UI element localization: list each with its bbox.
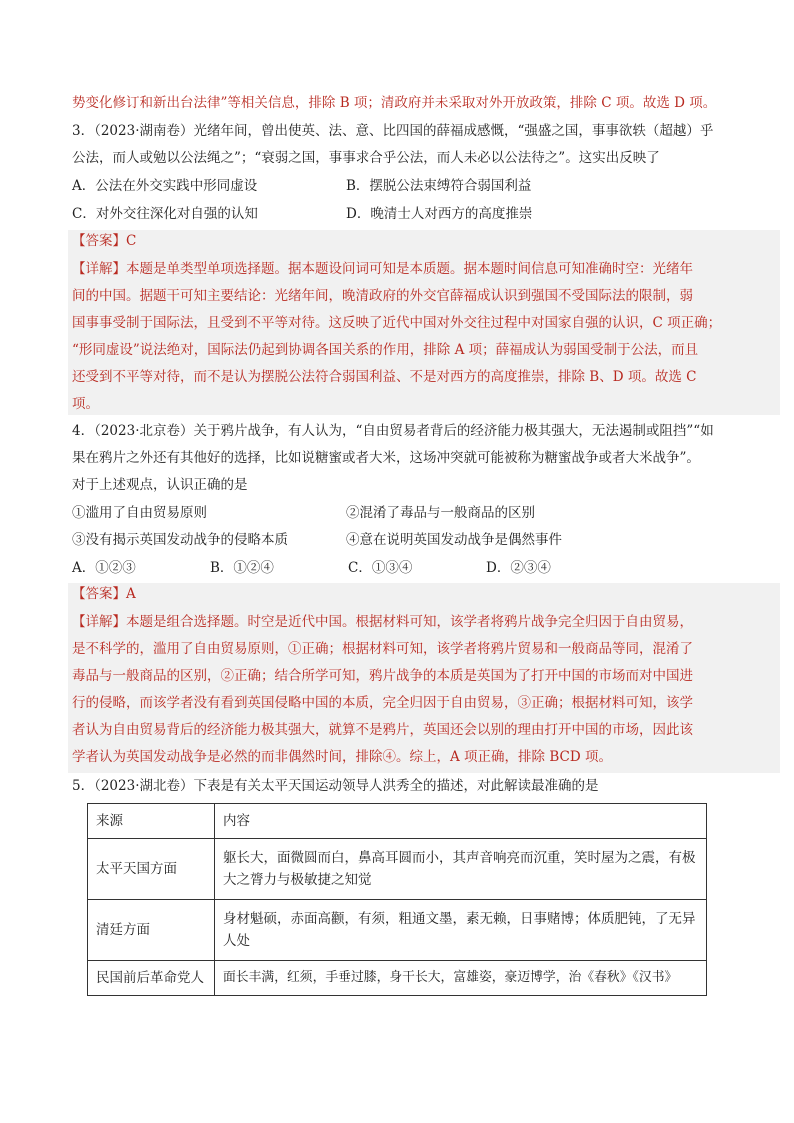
q3-explain-line-5: 还受到不平等对待，而不是认为摆脱公法符合弱国利益、不是对西方的高度推崇，排除 B、D 项。故选 C <box>72 369 697 385</box>
q3-explain-line-4: “形同虚设”说法绝对，国际法仍起到协调各国关系的作用，排除 A 项；薛福成认为弱国受制于公法，而且 <box>72 342 699 358</box>
q4-statement-3: ③没有揭示英国发动战争的侵略本质 <box>72 532 288 548</box>
q3-stem-line-2: 公法，而人或勉以公法绳之”；“衰弱之国，事事求合乎公法，而人未必以公法待之”。这实出反映了 <box>72 150 660 166</box>
q5-source-table <box>87 803 707 996</box>
explain-label: 【详解】 <box>72 261 126 277</box>
q4-statement-2: ②混淆了毒品与一般商品的区别 <box>346 505 535 521</box>
q4-option-c: C．①③④ <box>348 560 413 576</box>
table-cell-content: 面长丰满，红须，手垂过膝，身干长大，富雄姿，豪迈博学，治《春秋》《汉书》 <box>215 961 707 996</box>
q4-stem-line-1: 4．（2023·北京卷）关于鸦片战争，有人认为，“自由贸易者背后的经济能力极其强大，无法遏制或阻挡”“如 <box>72 423 714 439</box>
table-row <box>88 900 707 961</box>
table-cell-source: 清廷方面 <box>88 900 215 961</box>
q3-explain-line-2: 间的中国。据题干可知主要结论：光绪年间，晚清政府的外交官薛福成认识到强国不受国际法的限制，弱 <box>72 288 693 304</box>
q5-stem: 5．（2023·湖北卷）下表是有关太平天国运动领导人洪秀全的描述，对此解读最准确的是 <box>72 778 599 794</box>
q3-option-d: D．晚清士人对西方的高度推崇 <box>346 206 533 222</box>
answer-label: 【答案】 <box>72 233 126 249</box>
q4-answer <box>72 583 136 605</box>
q4-statement-1: ①滥用了自由贸易原则 <box>72 505 207 521</box>
table-cell-content: 身材魁硕，赤面高颧，有须，粗通文墨，素无赖，日事赌博；体质肥钝，了无异人处 <box>215 900 707 961</box>
table-cell-source: 太平天国方面 <box>88 839 215 900</box>
answer-value: A <box>126 586 136 602</box>
answer-value: C <box>126 233 137 249</box>
q4-stem-line-3: 对于上述观点，认识正确的是 <box>72 477 248 493</box>
q4-statement-4: ④意在说明英国发动战争是偶然事件 <box>346 532 562 548</box>
q4-explain-line-6: 学者认为英国发动战争是必然的而非偶然时间，排除④。综上，A 项正确，排除 BCD 项。 <box>72 749 612 765</box>
q4-explain-line-5: 者认为自由贸易背后的经济能力极其强大，就算不是鸦片，英国还会以别的理由打开中国的市场，因此该 <box>72 722 693 738</box>
q3-answer <box>72 230 136 252</box>
table-row <box>88 839 707 900</box>
q4-explain-line-2: 是不科学的，滥用了自由贸易原则，①正确；根据材料可知，该学者将鸦片贸易和一般商品等同，混淆了 <box>72 641 693 657</box>
q4-explain-line-3: 毒品与一般商品的区别，②正确；结合所学可知，鸦片战争的本质是英国为了打开中国的市场而对中国进 <box>72 668 693 684</box>
q3-explain-line-3: 国事事受制于国际法，且受到不平等对待。这反映了近代中国对外交往过程中对国家自强的认识，C 项正确； <box>72 315 722 331</box>
q3-option-b: B．摆脱公法束缚符合弱国利益 <box>346 178 532 194</box>
q4-explain-line-4: 行的侵略，而该学者没有看到英国侵略中国的本质，完全归因于自由贸易，③正确；根据材料可知，该学 <box>72 695 693 711</box>
explain-label: 【详解】 <box>72 614 126 630</box>
q4-stem-line-2: 果在鸦片之外还有其他好的选择，比如说糖蜜或者大米，这场冲突就可能被称为糖蜜战争或者大米战争”。 <box>72 450 700 466</box>
table-header-source: 来源 <box>88 804 215 839</box>
answer-label: 【答案】 <box>72 586 126 602</box>
q3-option-c: C．对外交往深化对自强的认知 <box>72 206 258 222</box>
q3-explain-line-6: 项。 <box>72 396 99 412</box>
q4-explain-line-1: 【详解】本题是组合选择题。时空是近代中国。根据材料可知，该学者将鸦片战争完全归因于自由贸易， <box>72 614 693 630</box>
q4-option-b: B．①②④ <box>210 560 274 576</box>
table-row <box>88 961 707 996</box>
q3-option-a: A．公法在外交实践中形同虚设 <box>72 178 258 194</box>
q3-stem-line-1: 3．（2023·湖南卷）光绪年间，曾出使英、法、意、比四国的薛福成感慨，“强盛之国，事事欲轶（超越）乎 <box>72 123 714 139</box>
table-header-content: 内容 <box>215 804 707 839</box>
table-header-row <box>88 804 707 839</box>
table-cell-content: 躯长大，面微圆而白，鼻高耳圆而小，其声音响亮而沉重，笑时屋为之震，有极大之膂力与极敏捷之知觉 <box>215 839 707 900</box>
table-cell-source: 民国前后革命党人 <box>88 961 215 996</box>
q4-option-d: D．②③④ <box>486 560 551 576</box>
q3-explain-line-1: 【详解】本题是单类型单项选择题。据本题设问词可知是本质题。据本题时间信息可知准确时空：光绪年 <box>72 261 693 277</box>
previous-explain-tail: 势变化修订和新出台法律”等相关信息，排除 B 项；清政府并未采取对外开放政策，排除 C 项。故选 D 项。 <box>72 95 717 111</box>
q4-option-a: A．①②③ <box>72 560 136 576</box>
